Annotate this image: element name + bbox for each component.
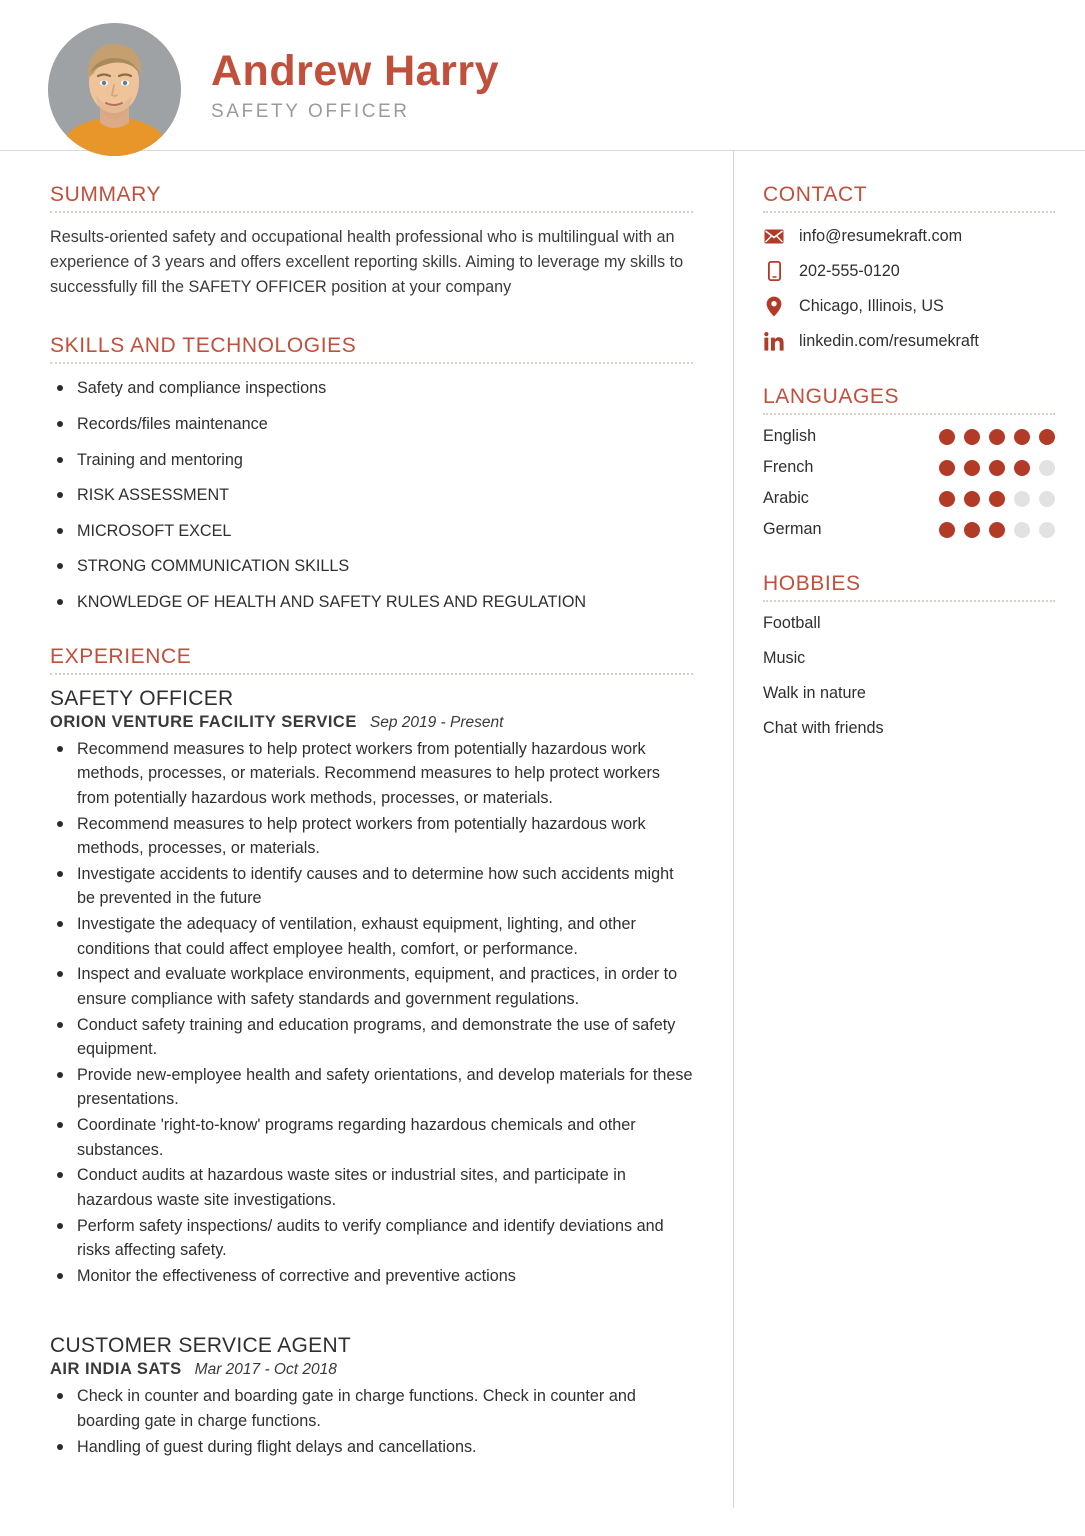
- hobbies-rule: [763, 600, 1055, 602]
- rating-dot: [1014, 460, 1030, 476]
- summary-heading: SUMMARY: [50, 183, 162, 206]
- job-role: CUSTOMER SERVICE AGENT: [50, 1334, 352, 1358]
- language-rating-dots: [939, 522, 1055, 538]
- list-item: Walk in nature: [763, 684, 866, 702]
- rating-dot: [1039, 429, 1055, 445]
- list-item: Conduct audits at hazardous waste sites or industrial sites, and participate in hazardous waste site investigations.: [50, 1163, 693, 1212]
- header-job-title: SAFETY OFFICER: [211, 101, 410, 123]
- rating-dot: [989, 460, 1005, 476]
- rating-dot: [989, 491, 1005, 507]
- hobbies-heading: HOBBIES: [763, 572, 861, 595]
- job-company: AIR INDIA SATS: [50, 1360, 182, 1379]
- list-item: Safety and compliance inspections: [50, 376, 693, 401]
- language-row-english: [763, 427, 1055, 446]
- list-item: Check in counter and boarding gate in charge functions. Check in counter and boarding gate in charge functions.: [50, 1384, 693, 1433]
- main-column: [0, 151, 733, 1508]
- job-role: SAFETY OFFICER: [50, 686, 234, 710]
- experience-heading: EXPERIENCE: [50, 644, 192, 668]
- language-name: German: [763, 520, 822, 538]
- contact-location[interactable]: [763, 295, 1055, 317]
- resume-body: [0, 151, 1085, 1508]
- contact-email[interactable]: [763, 225, 1055, 247]
- languages-heading: LANGUAGES: [763, 385, 900, 408]
- job-meta: [50, 713, 693, 732]
- list-item: KNOWLEDGE OF HEALTH AND SAFETY RULES AND REGULATION: [50, 590, 693, 615]
- job-dates: Mar 2017 - Oct 2018: [194, 1361, 337, 1379]
- skills-rule: [50, 362, 693, 364]
- language-name: English: [763, 427, 817, 445]
- section-skills: [50, 334, 693, 614]
- list-item: Investigate the adequacy of ventilation, exhaust equipment, lighting, and other conditions that could affect employee health, comfort, or performance.: [50, 912, 693, 961]
- job-dates: Sep 2019 - Present: [369, 713, 504, 731]
- section-hobbies: [763, 572, 1055, 738]
- list-item: Conduct safety training and education programs, and demonstrate the use of safety equipment.: [50, 1013, 693, 1062]
- list-item: STRONG COMMUNICATION SKILLS: [50, 554, 693, 579]
- list-item: Handling of guest during flight delays and cancellations.: [50, 1435, 693, 1460]
- list-item: Training and mentoring: [50, 448, 693, 473]
- language-rating-dots: [939, 429, 1055, 445]
- section-contact: [763, 183, 1055, 352]
- location-pin-icon: [763, 295, 785, 317]
- section-experience: [50, 645, 693, 1460]
- list-item: Perform safety inspections/ audits to verify compliance and identify deviations and risks affecting safety.: [50, 1214, 693, 1263]
- contact-rule: [763, 211, 1055, 213]
- rating-dot: [1014, 522, 1030, 538]
- list-item: Inspect and evaluate workplace environments, equipment, and practices, in order to ensure compliance with safety standards and government regulations.: [50, 962, 693, 1011]
- contact-phone-value: 202-555-0120: [799, 261, 900, 280]
- experience-rule: [50, 673, 693, 675]
- language-rating-dots: [939, 491, 1055, 507]
- rating-dot: [939, 460, 955, 476]
- rating-dot: [1039, 522, 1055, 538]
- rating-dot: [964, 460, 980, 476]
- avatar: [48, 23, 181, 156]
- summary-text: Results-oriented safety and occupational health professional who is multilingual with an experience of 3 years and offers excellent reporting skills. Aiming to leverage my skills to successfully fill the SAFETY OFFICER position at your company: [50, 228, 684, 297]
- list-item: Monitor the effectiveness of corrective and preventive actions: [50, 1264, 693, 1289]
- section-languages: [763, 385, 1055, 539]
- job-duties-list: [50, 1384, 693, 1459]
- rating-dot: [939, 491, 955, 507]
- rating-dot: [1039, 460, 1055, 476]
- list-item: Records/files maintenance: [50, 412, 693, 437]
- sidebar-column: [734, 151, 1085, 1508]
- list-item: Chat with friends: [763, 719, 884, 737]
- rating-dot: [1014, 491, 1030, 507]
- rating-dot: [964, 522, 980, 538]
- phone-icon: [763, 260, 785, 282]
- language-rating-dots: [939, 460, 1055, 476]
- rating-dot: [1014, 429, 1030, 445]
- list-item: MICROSOFT EXCEL: [50, 519, 693, 544]
- list-item: RISK ASSESSMENT: [50, 483, 693, 508]
- language-row-arabic: [763, 489, 1055, 508]
- language-name: Arabic: [763, 489, 809, 507]
- job-company: ORION VENTURE FACILITY SERVICE: [50, 712, 357, 731]
- rating-dot: [989, 429, 1005, 445]
- rating-dot: [939, 522, 955, 538]
- language-row-german: [763, 520, 1055, 539]
- list-item: Coordinate 'right-to-know' programs regarding hazardous chemicals and other substances.: [50, 1113, 693, 1162]
- list-item: Music: [763, 649, 806, 667]
- list-item: Provide new-employee health and safety orientations, and develop materials for these presentations.: [50, 1063, 693, 1112]
- rating-dot: [964, 491, 980, 507]
- rating-dot: [964, 429, 980, 445]
- rating-dot: [1039, 491, 1055, 507]
- contact-linkedin-value: linkedin.com/resumekraft: [799, 331, 979, 350]
- envelope-icon: [763, 225, 785, 247]
- contact-email-value: info@resumekraft.com: [799, 226, 963, 245]
- language-name: French: [763, 458, 814, 476]
- experience-entry: [50, 1334, 693, 1459]
- contact-linkedin[interactable]: [763, 330, 1055, 352]
- list-item: Investigate accidents to identify causes and to determine how such accidents might be prevented in the future: [50, 862, 693, 911]
- summary-rule: [50, 211, 693, 213]
- resume-header: [0, 0, 1085, 150]
- experience-entry: [50, 687, 693, 1289]
- page-title: Andrew Harry: [211, 46, 499, 95]
- job-duties-list: [50, 737, 693, 1289]
- list-item: Football: [763, 614, 821, 632]
- list-item: Recommend measures to help protect workers from potentially hazardous work methods, processes, or materials. Recommend measures to help protect workers from potentially hazardous work methods, processes, or materials.: [50, 737, 693, 811]
- section-summary: [50, 183, 693, 300]
- contact-heading: CONTACT: [763, 183, 868, 206]
- skills-list: [50, 376, 693, 614]
- linkedin-icon: [763, 330, 785, 352]
- header-text-block: [211, 46, 499, 129]
- contact-location-value: Chicago, Illinois, US: [799, 296, 944, 315]
- skills-heading: SKILLS AND TECHNOLOGIES: [50, 334, 357, 358]
- language-row-french: [763, 458, 1055, 477]
- rating-dot: [989, 522, 1005, 538]
- contact-phone[interactable]: [763, 260, 1055, 282]
- job-meta: [50, 1360, 693, 1379]
- list-item: Recommend measures to help protect workers from potentially hazardous work methods, processes, or materials.: [50, 812, 693, 861]
- rating-dot: [939, 429, 955, 445]
- languages-rule: [763, 413, 1055, 415]
